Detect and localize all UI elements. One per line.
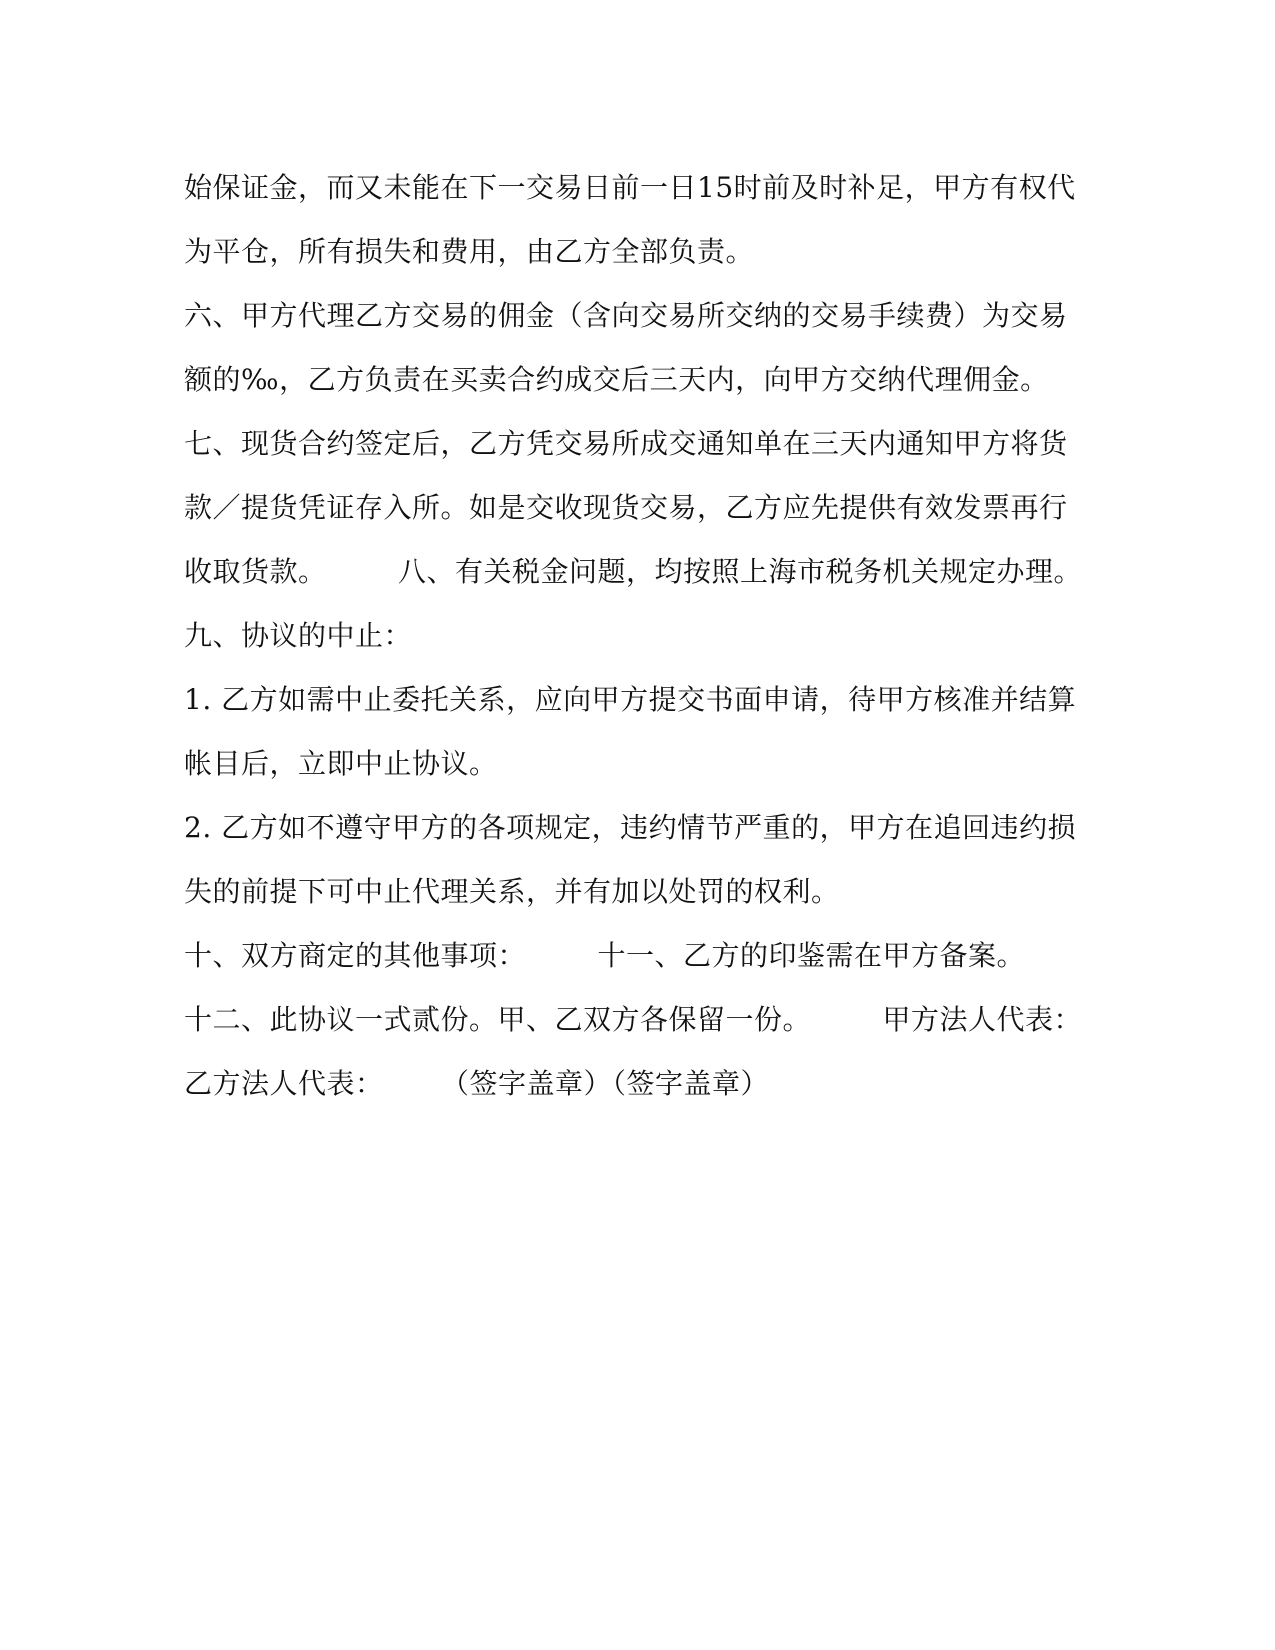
text-line: 2. 乙方如不遵守甲方的各项规定，违约情节严重的，甲方在追回违约损 <box>184 811 1077 844</box>
text-line: 帐目后，立即中止协议。 <box>184 747 498 780</box>
text-line: 额的‰，乙方负责在买卖合约成交后三天内，向甲方交纳代理佣金。 <box>184 363 1049 396</box>
text-line: 失的前提下可中止代理关系，并有加以处罚的权利。 <box>184 875 840 908</box>
text-line: 十、双方商定的其他事项： 十一、乙方的印鉴需在甲方备案。 <box>184 939 1026 972</box>
text-line: 十二、此协议一式贰份。甲、乙双方各保留一份。 甲方法人代表： <box>184 1003 1083 1036</box>
text-line: 六、甲方代理乙方交易的佣金（含向交易所交纳的交易手续费）为交易 <box>184 299 1068 332</box>
signature-line: 乙方法人代表： （签字盖章）（签字盖章） <box>184 1067 770 1100</box>
text-line: 始保证金，而又未能在下一交易日前一日15时前及时补足，甲方有权代 <box>184 171 1076 204</box>
document-body <box>184 156 1084 1116</box>
text-line: 收取货款。 八、有关税金问题，均按照上海市税务机关规定办理。 <box>184 555 1083 588</box>
text-line: 七、现货合约签定后，乙方凭交易所成交通知单在三天内通知甲方将货 <box>184 427 1068 460</box>
text-line: 为平仓，所有损失和费用，由乙方全部负责。 <box>184 235 755 268</box>
section-heading: 九、协议的中止： <box>184 619 413 652</box>
text-line: 1. 乙方如需中止委托关系，应向甲方提交书面申请，待甲方核准并结算 <box>184 683 1077 716</box>
text-line: 款／提货凭证存入所。如是交收现货交易，乙方应先提供有效发票再行 <box>184 491 1068 524</box>
